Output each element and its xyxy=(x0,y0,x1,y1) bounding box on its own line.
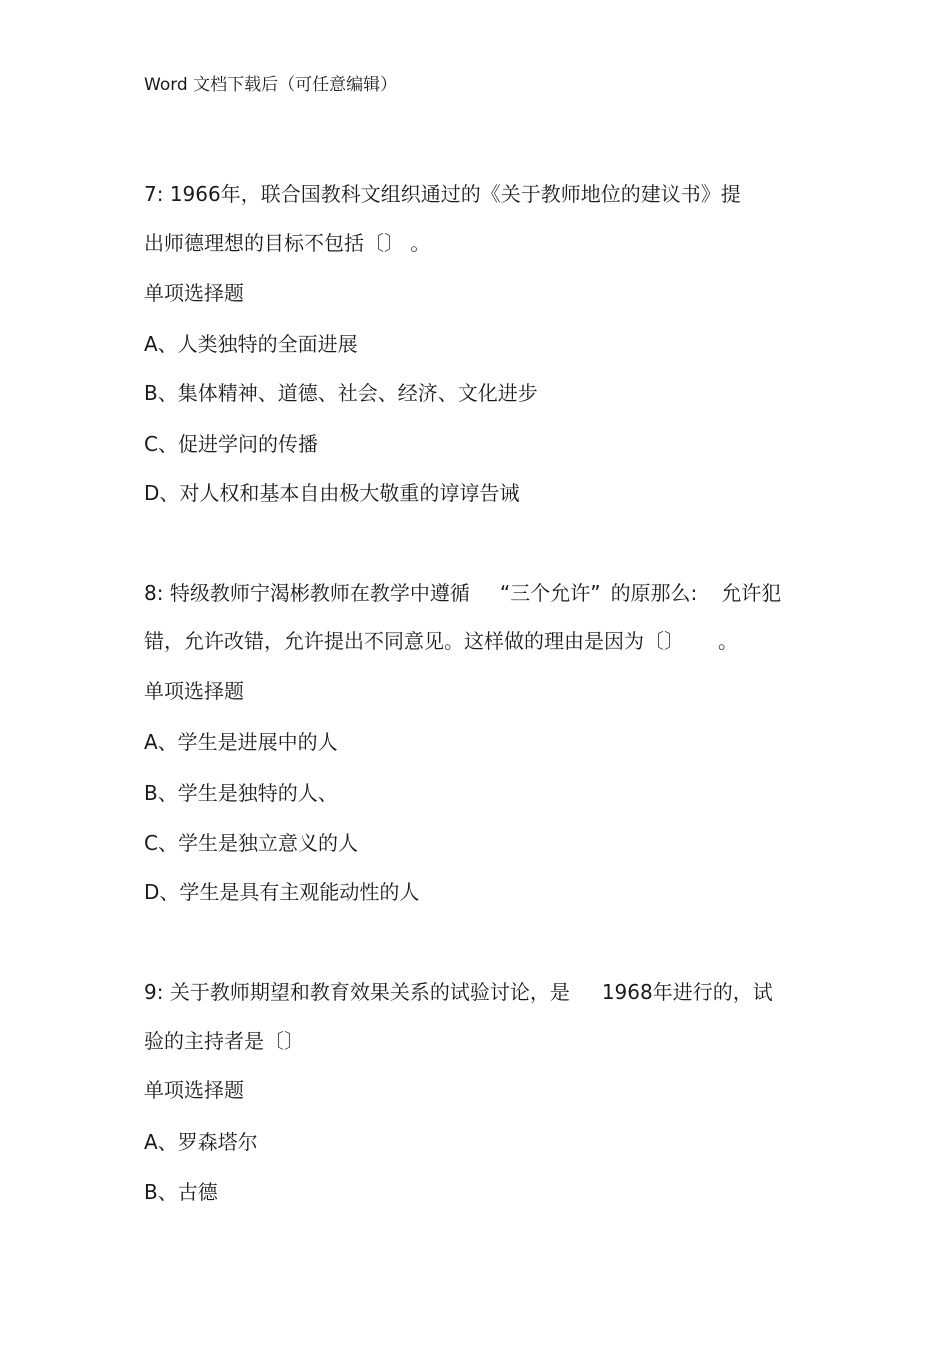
question-8-line-2-part-b: 。 xyxy=(718,629,738,653)
question-7-option-b: B、集体精神、道德、社会、经济、文化进步 xyxy=(144,381,538,405)
question-7-option-a: A、人类独特的全面进展 xyxy=(144,332,358,356)
question-8-line-1-part-d: 允许犯 xyxy=(721,581,782,605)
question-7-type: 单项选择题 xyxy=(144,281,244,305)
question-9-line-1-part-b: 1968年进行的，试 xyxy=(601,980,773,1004)
question-8-line-2 xyxy=(144,628,738,654)
page-header: Word 文档下载后（可任意编辑） xyxy=(144,75,398,95)
question-8-line-1-part-a: 8: 特级教师宁渴彬教师在教学中遵循 xyxy=(144,581,470,605)
question-8-option-b: B、学生是独特的人、 xyxy=(144,781,338,805)
question-8-option-d: D、学生是具有主观能动性的人 xyxy=(144,880,420,904)
question-8-line-1-part-b: “三个允许” xyxy=(499,581,601,605)
question-7-option-d: D、对人权和基本自由极大敬重的谆谆告诫 xyxy=(144,481,520,505)
question-9-option-b: B、古德 xyxy=(144,1180,218,1204)
question-8-line-1 xyxy=(144,580,781,606)
question-8-option-a: A、学生是进展中的人 xyxy=(144,730,338,754)
question-9-line-1 xyxy=(144,979,773,1005)
question-8-type: 单项选择题 xyxy=(144,679,244,703)
question-9-option-a: A、罗森塔尔 xyxy=(144,1130,258,1154)
question-8-line-1-part-c: 的原那么: xyxy=(610,581,698,605)
question-7-line-2: 出师德理想的目标不包括〔〕 。 xyxy=(144,231,431,255)
question-9-line-1-part-a: 9: 关于教师期望和教育效果关系的试验讨论，是 xyxy=(144,980,570,1004)
question-9-line-2: 验的主持者是〔〕 xyxy=(144,1029,304,1053)
question-7-line-1: 7: 1966年，联合国教科文组织通过的《关于教师地位的建议书》提 xyxy=(144,182,741,206)
question-7-option-c: C、促进学问的传播 xyxy=(144,432,318,456)
question-8-option-c: C、学生是独立意义的人 xyxy=(144,831,358,855)
question-8-line-2-part-a: 错，允许改错，允许提出不同意见。这样做的理由是因为〔〕 xyxy=(144,629,684,653)
question-9-type: 单项选择题 xyxy=(144,1078,244,1102)
